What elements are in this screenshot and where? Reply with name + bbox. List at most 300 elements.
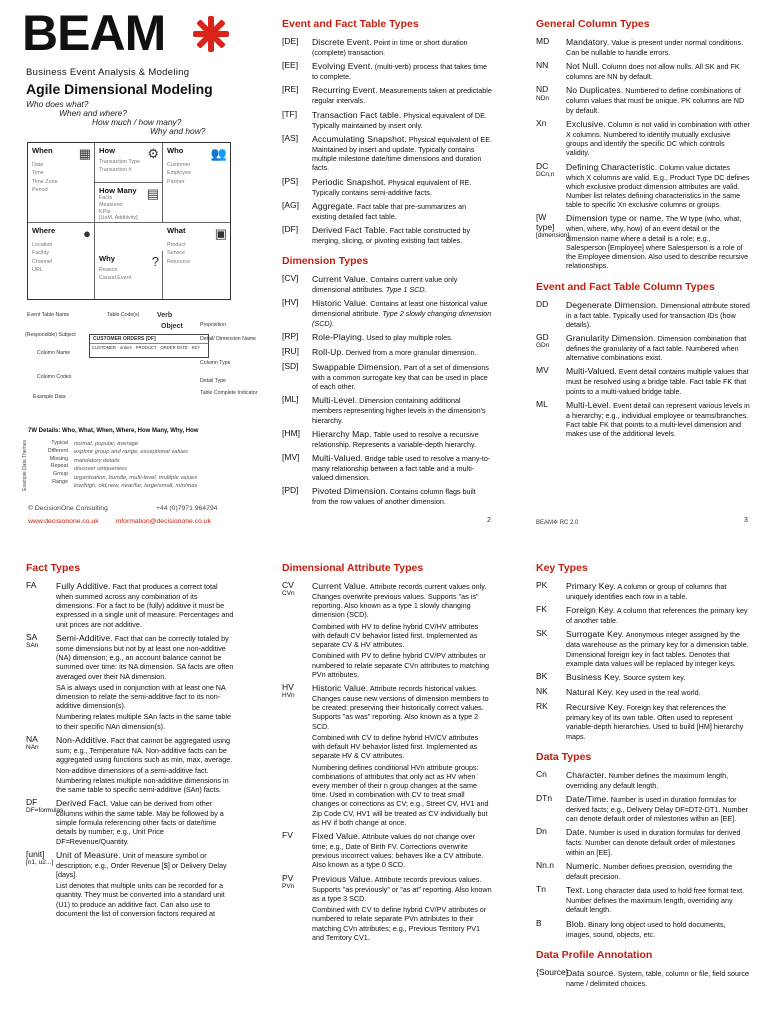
calculator-icon: ▤ — [146, 186, 159, 201]
question-3: How much / how many? — [92, 117, 182, 127]
entry-note: Combined with CV to define hybrid CV/PV attributes or numbered to relate separate PVn attributes to their matching CVn attributes; e.g., Previous Territory PV1 and Territory CV1. — [312, 905, 487, 942]
entry-text: System, table, column or file, field source name / delimited choices. — [566, 968, 749, 988]
page-2 — [282, 18, 492, 523]
section-title: Event and Fact Table Column Types — [536, 280, 715, 293]
definition-entry — [536, 687, 750, 698]
entry-name: Text. — [566, 885, 585, 896]
entry-text: Value is present under normal conditions. Can be nullable to handle errors. — [566, 38, 744, 57]
cell-item: URL — [32, 267, 43, 274]
entry-code — [536, 966, 569, 988]
code-label: [PS] — [282, 175, 299, 186]
code-label-2: DF=formulas — [26, 807, 64, 815]
diagram-label: Verb — [157, 312, 173, 319]
theme-desc: low/high, old,new, near/far, large/small, min/max — [74, 482, 198, 489]
definition-entry — [282, 225, 492, 245]
entry-text: Physical equivalent of DE. Typically maintained by insert only. — [312, 110, 487, 130]
entry-text: Column does not allow nulls. All SK and FK columns are NN by default. — [566, 62, 740, 82]
diagram-label: (Responsible) Subject — [25, 332, 76, 338]
definition-entry — [536, 366, 750, 395]
grid-cell-who — [163, 143, 230, 223]
entry-text: Value can be derived from other columns within the same table. May be followed by a simple formula referencing other facts or date/time details by number; e.g., Unit Price DF=Revenue/Quantity. — [56, 798, 224, 846]
entry-text: Used to play multiple roles. — [366, 332, 453, 342]
entry-code — [536, 119, 566, 158]
definition-entry — [536, 770, 750, 790]
code-label: [ML] — [282, 394, 299, 405]
entry-name: Historic Value. — [312, 298, 369, 309]
diagram-label: Detail Type — [200, 378, 226, 384]
entry-code — [536, 212, 570, 270]
cell-item: Period — [32, 187, 48, 194]
entry-name: Evolving Event. — [312, 61, 373, 72]
cell-item: [UoM, Additivity] — [99, 215, 138, 222]
code-label: Dn — [536, 826, 547, 837]
entry-text: Fact that cannot be aggregated using sum; e.g., Temperature NA. Non-additive facts can be aggregated using functions such as min, max, average. — [56, 735, 233, 765]
cell-item: Facility — [32, 250, 49, 257]
entry-code — [536, 827, 566, 856]
code-label: [AG] — [282, 199, 300, 210]
entry-description — [312, 225, 492, 245]
diagram-label: Table Complete Indicator — [200, 390, 258, 396]
entry-description — [312, 429, 492, 449]
entry-description — [312, 347, 492, 358]
grid-cell-what — [163, 223, 230, 299]
code-label: [TF] — [282, 108, 298, 119]
entry-name: Current Value. — [312, 274, 369, 285]
entry-text: Bridge table used to resolve a many-to-many relationship between a fact table and a multi-valued dimension. — [312, 453, 491, 483]
section-title: Data Profile Annotation — [536, 948, 653, 961]
entry-description — [566, 702, 750, 741]
example-column: ORDER DATE — [160, 345, 188, 350]
people-icon: 👥 — [210, 146, 227, 161]
cell-item: Product — [167, 242, 186, 248]
entry-description — [56, 633, 236, 731]
pin-icon: ● — [83, 226, 91, 241]
example-column: CUSTOMER — [92, 345, 116, 350]
definition-entry — [536, 333, 750, 362]
page-number: 2 — [487, 517, 491, 524]
cell-item: Employee — [167, 170, 191, 177]
diagram-label: Table Code(s) — [107, 312, 140, 318]
entry-description — [312, 683, 492, 827]
asterisk-logo-icon — [193, 16, 229, 52]
entry-text: Numbered to define combinations of column values that must be unique. PK columns are ND by default. — [566, 86, 745, 115]
theme-label: Missing — [49, 455, 68, 462]
entry-name: Transaction Fact table. — [312, 109, 402, 120]
code-label: Cn — [536, 768, 547, 779]
entry-description — [312, 201, 492, 221]
entry-text: The W type (who, what, when, where, why, how) of an event detail or the dimension name where a detail is a role; e.g., Salesperson [Employee] where Salesperson is a role of the Employee dimension. Also used to describe recursive relationships. — [566, 214, 749, 271]
email-link[interactable]: information@decisionone.co.uk — [116, 518, 211, 525]
entry-description — [566, 300, 750, 329]
entry-code — [282, 37, 312, 57]
entry-description — [56, 581, 236, 629]
entry-description — [566, 366, 750, 395]
entry-description — [566, 885, 750, 914]
entry-code — [536, 885, 566, 914]
code-label: [RU] — [282, 345, 299, 356]
entry-name: Dimension type or name. — [566, 213, 664, 224]
code-label: DF — [26, 796, 38, 807]
box-icon: ▣ — [214, 226, 227, 241]
code-label: [AS] — [282, 132, 299, 143]
entry-name: Not Null. — [566, 61, 600, 72]
cell-item: Service — [167, 250, 185, 257]
entry-text: Dimensional attribute stored in a fact table. Typically used for transaction IDs (how details). — [566, 300, 750, 329]
entry-text: Number is used in duration formulas for derived facts; e.g., Delivery Delay DF=DT2-DT1. Number can denote default order of milestones within an [EE]. — [566, 794, 748, 824]
code-label: [HV] — [282, 297, 299, 308]
entry-name: Recurring Event. — [312, 85, 378, 96]
entry-code — [282, 362, 312, 391]
gears-icon: ⚙ — [147, 146, 159, 161]
entry-text: Source system key. — [623, 673, 686, 683]
entry-name: Historic Value. — [312, 682, 369, 693]
cell-item: Location — [32, 242, 53, 248]
definition-entry — [282, 683, 492, 827]
entry-description — [312, 177, 492, 197]
entry-code — [282, 347, 312, 358]
code-label: {Source} — [536, 966, 569, 977]
code-label: [HM] — [282, 427, 300, 438]
example-column: KEY — [191, 345, 201, 350]
entry-name: Granularity Dimension. — [566, 332, 656, 343]
definition-entry — [536, 672, 750, 683]
code-label: [CV] — [282, 273, 299, 284]
entry-code — [536, 861, 566, 881]
entry-name: Surrogate Key. — [566, 629, 625, 640]
code-label: [RP] — [282, 330, 299, 341]
diagram-label: Example Data — [33, 394, 66, 400]
entry-code — [26, 581, 56, 629]
diagram-label: Column Codes — [37, 374, 72, 380]
entry-code — [282, 177, 312, 197]
entry-name: No Duplicates. — [566, 85, 624, 96]
code-label: Nn.n — [536, 859, 554, 870]
definition-entry — [282, 831, 492, 870]
example-column: PRODUCT — [135, 345, 157, 350]
code-label: FV — [282, 830, 293, 841]
copyright: © DecisionOne Consulting — [28, 505, 108, 512]
definition-entry — [26, 633, 236, 731]
entry-text: Number defines the maximum length, overriding any default length. — [566, 770, 729, 790]
definition-entry — [536, 85, 750, 114]
entry-code — [282, 395, 312, 424]
definition-entry — [536, 605, 750, 625]
entry-text: Physical equivalent of EE. Maintained by insert and update. Typically contains multiple milestone date/time dimensions and duration facts. — [312, 134, 492, 173]
entry-text: (multi-verb) process that takes time to complete. — [312, 62, 487, 82]
definition-entry — [282, 298, 492, 327]
entry-name: Character. — [566, 769, 607, 780]
entry-name: Date/Time. — [566, 793, 609, 804]
entry-note: Combined with HV to define hybrid CV/HV attributes with default CV behavior listed first. Implemented as separate CV & HV attributes. — [312, 621, 479, 650]
diagram-label: Preposition — [200, 322, 226, 328]
entry-code — [282, 429, 312, 449]
entry-code — [282, 110, 312, 130]
entry-code — [26, 796, 64, 846]
entry-text: Unit of measure symbol or description; e.g., Order Revenue [$] or Delivery Delay [days]. — [56, 850, 227, 880]
entry-description — [566, 861, 750, 881]
entry-description — [312, 134, 492, 173]
entry-code — [536, 794, 566, 823]
page-6 — [536, 562, 750, 1024]
entry-description — [566, 119, 750, 158]
code-label: HV — [282, 681, 294, 692]
entry-text: Event detail contains multiple values that must be resolved using a bridge table. Fact table FK that points to a multi-valued bridge table. — [566, 367, 749, 396]
code-label: NK — [536, 686, 548, 697]
entry-description — [566, 827, 750, 856]
definition-entry — [282, 486, 492, 506]
subtitle: Business Event Analysis & Modeling — [26, 67, 190, 78]
entry-code — [536, 300, 566, 329]
definition-entry — [536, 885, 750, 914]
definition-entry — [536, 37, 750, 57]
page-footer: BEAM✲ RC 2.0 — [536, 520, 579, 526]
cell-item: Resource — [167, 258, 191, 265]
entry-name: Fully Additive. — [56, 581, 111, 591]
definition-entry — [536, 213, 750, 270]
code-label: ML — [536, 398, 548, 409]
diagram-label: Column Type — [200, 360, 231, 366]
entry-text: Fact that can be correctly totaled by some dimensions but not by at least one non-additive (NA) dimension; e.g., an account balance cannot be summed over time: its NA dimension. SA facts are often averaged over their NA dimension. — [56, 633, 234, 681]
entry-name: Primary Key. — [566, 581, 616, 591]
entry-text: Column is not valid in combination with other X columns. Numbered to identify mutually exclusive groups and identify the specific DC which controls validity. — [566, 119, 750, 158]
code-label-2: CVn — [282, 590, 295, 598]
entry-description — [312, 581, 492, 679]
entry-code — [536, 605, 566, 625]
entry-name: Semi-Additive. — [56, 632, 113, 643]
entry-code — [282, 274, 312, 294]
entry-text: Fact table that pre-summarizes an existing detailed fact table. — [312, 201, 467, 221]
entry-description — [312, 61, 492, 81]
entry-name: Numeric. — [566, 860, 602, 871]
entry-code — [282, 453, 312, 482]
entry-code — [282, 332, 312, 343]
entry-description — [566, 605, 750, 625]
beam-logo: BEAM — [22, 5, 166, 61]
entry-description — [566, 919, 750, 939]
example-data-themes — [30, 440, 68, 487]
definition-entry — [282, 362, 492, 391]
entry-description — [566, 687, 750, 698]
entry-name: Degenerate Dimension. — [566, 299, 659, 310]
entry-name: Blob. — [566, 918, 587, 929]
example-table — [89, 334, 209, 358]
entry-description — [566, 770, 750, 790]
page-5 — [282, 562, 492, 1024]
entry-description — [566, 333, 750, 362]
entry-code — [282, 683, 312, 827]
entry-emphasis: Type 2 slowly changing dimension (SCD). — [312, 309, 492, 328]
entry-code — [536, 333, 566, 362]
example-column: orders — [119, 345, 132, 350]
entry-name: Multi-Level. — [312, 395, 358, 406]
grid-cell-where — [28, 223, 95, 299]
theme-label: Different — [47, 447, 68, 454]
code-label: Tn — [536, 884, 546, 895]
entry-description — [56, 850, 236, 918]
page-number: 3 — [744, 517, 748, 524]
entry-description — [312, 395, 492, 424]
entry-description — [312, 110, 492, 130]
definition-entry — [536, 581, 750, 601]
definition-entry — [282, 429, 492, 449]
entry-code — [282, 201, 312, 221]
entry-description — [566, 672, 750, 683]
entry-text: Point in time or short duration (complete) transaction. — [312, 38, 468, 57]
calendar-icon: ▦ — [78, 146, 91, 161]
entry-text: Attribute records historical values. Changes cause new versions of dimension members to be created: preserving their historically correct values. Supports "as was" reporting. Also known as a type 2 SCD. — [312, 683, 489, 731]
entry-name: Multi-Valued. — [566, 366, 617, 377]
entry-code — [536, 702, 566, 741]
entry-description — [312, 453, 492, 482]
code-label-2: GDn — [536, 342, 550, 350]
entry-text: Fact table constructed by merging, slicing, or pivoting existing fact tables. — [312, 225, 471, 245]
diagram-label: Detail/ Dimension Name — [200, 336, 256, 342]
entry-note: Non-additive dimensions of a semi-additive fact. Numbering relates multiple non-additive dimensions in the same table to specific semi-additive (SAn) facts. — [56, 766, 229, 794]
definition-entry — [282, 110, 492, 130]
question-icon: ? — [151, 254, 159, 269]
grid-cell-how-many — [95, 183, 163, 223]
code-label: Xn — [536, 117, 547, 128]
code-label: ND — [536, 84, 549, 95]
theme-label: Repeat — [50, 463, 68, 470]
entry-name: Mandatory. — [566, 37, 610, 47]
definition-entry — [282, 395, 492, 424]
entry-description — [312, 298, 492, 327]
code-label: [MV] — [282, 451, 300, 462]
definition-entry — [282, 332, 492, 343]
entry-name: Aggregate. — [312, 200, 356, 211]
entry-text: Derived from a more granular dimension. — [345, 347, 477, 357]
entry-text: Anonymous integer assigned by the data warehouse as the primary key for a dimension table. Dimensional foreign key in fact tables. Denotes that example data values will be replaced by integer keys. — [566, 630, 749, 668]
theme-desc: organisation, bundle, multi-level, multiple values — [74, 474, 198, 481]
entry-emphasis: Type 1 SCD. — [385, 285, 427, 295]
cell-item: Partner — [167, 178, 185, 185]
definition-entry — [536, 968, 750, 988]
code-label: [EE] — [282, 60, 299, 71]
entry-description — [312, 37, 492, 57]
code-label: SK — [536, 628, 548, 639]
definition-entry — [282, 453, 492, 482]
entry-note: Combined with PV to define hybrid CV/PV attributes or numbered to relate separate CVn attributes to matching PVn attributes. — [312, 651, 489, 679]
entry-code — [536, 37, 566, 57]
page-4 — [26, 562, 236, 1024]
entry-name: Multi-Level. — [566, 399, 612, 410]
cell-title: How — [99, 146, 116, 155]
entry-description — [566, 162, 750, 210]
entry-text: Attribute values do not change over time; e.g., Date of Birth FV. Corrections overwrite previous incorrect values: behaves like a CV attribute. Also known as a type 0 SCD. — [312, 832, 484, 870]
entry-text: Attribute records current values only. Changes overwrite previous values. Supports "as is" reporting. Also known as a type 1 slowly changing dimension (SCD). — [312, 582, 487, 620]
cell-item: Measures — [99, 201, 123, 208]
entry-code — [536, 770, 566, 790]
definition-entry — [282, 201, 492, 221]
entry-description — [566, 629, 750, 668]
entry-code — [282, 225, 312, 245]
entry-name: Previous Value. — [312, 873, 374, 884]
definition-entry — [536, 300, 750, 329]
entry-description — [312, 332, 492, 343]
entry-description — [312, 274, 492, 294]
page-3 — [536, 18, 750, 523]
entry-description — [312, 831, 492, 870]
code-label: NA — [26, 733, 38, 744]
definition-entry — [26, 798, 236, 846]
code-label: [unit] — [26, 848, 45, 859]
definition-entry — [26, 850, 236, 918]
entry-name: Unit of Measure. — [56, 849, 121, 860]
question-2: When and where? — [59, 108, 127, 118]
diagram-label: Object — [161, 323, 183, 330]
entry-note: SA is always used in conjunction with at least one NA dimension to relate the semi-additive fact to its non-additive dimension(s). — [56, 682, 226, 711]
code-label: [W type] — [536, 212, 555, 232]
definition-entry — [536, 827, 750, 856]
entry-text: Physical equivalent of RE. Typically contains semi-additive facts. — [312, 177, 472, 197]
code-label-2: [dimension] — [536, 232, 570, 240]
entry-code — [536, 400, 566, 439]
code-label: CV — [282, 580, 294, 590]
code-label: FK — [536, 604, 547, 615]
entry-code — [282, 298, 312, 327]
entry-name: Recursive Key. — [566, 702, 625, 713]
entry-text: Event detail can represent various levels in a hierarchy; e.g., individual employee or teams/branches. Fact table FK that points to a multi-level dimension and makes use of the additional levels. — [566, 400, 750, 439]
entry-text: Contains current value only dimensional attributes. — [312, 275, 458, 295]
code-label: PK — [536, 580, 548, 590]
diagram-label: Event Table Name — [27, 312, 70, 318]
definition-entry — [282, 347, 492, 358]
entry-name: Defining Characteristic. — [566, 161, 658, 172]
entry-text: Attribute records previous values. Supports "as previously" or "as at" reporting. Also known as a type 3 SCD. — [312, 874, 492, 903]
7w-details: 7W Details: Who, What, When, Where, How Many, Why, How — [28, 428, 199, 434]
code-label-2: NDn — [536, 94, 550, 102]
cover-panel — [0, 0, 258, 525]
entry-name: Business Key. — [566, 672, 622, 683]
code-label: NN — [536, 60, 549, 71]
grid-cell-how — [95, 143, 163, 183]
cell-item: KPIs — [99, 208, 111, 215]
7w-grid — [27, 142, 231, 300]
entry-code — [282, 134, 312, 173]
cell-item: Channel — [32, 258, 53, 265]
code-label: [DE] — [282, 36, 299, 46]
entry-name: Natural Key. — [566, 687, 614, 698]
entry-code — [536, 61, 566, 81]
section-title: Fact Types — [26, 562, 81, 574]
theme-desc: mandatory details — [74, 457, 120, 464]
definition-entry — [536, 162, 750, 210]
question-4: Why and how? — [150, 126, 206, 136]
entry-text: Foreign key that references the primary key of its own table. Often used to represent variable-depth hierarchies. Used to build [HM] hierarchy maps. — [566, 703, 744, 741]
definition-entry — [536, 861, 750, 881]
entry-name: Pivoted Dimension. — [312, 486, 388, 497]
entry-text: A column that references the primary key of another table. — [566, 606, 748, 626]
question-1: Who does what? — [26, 99, 89, 109]
website-link[interactable]: www.decisionone.co.uk — [28, 518, 99, 525]
cell-title: What — [167, 226, 186, 235]
entry-code — [536, 581, 566, 601]
code-label: BK — [536, 671, 548, 682]
entry-name: Fixed Value. — [312, 831, 361, 842]
code-label-2: PVn — [282, 883, 295, 891]
cell-title: Why — [99, 254, 116, 263]
definition-entry — [536, 629, 750, 668]
entry-name: Exclusive. — [566, 118, 606, 129]
definition-entry — [282, 85, 492, 105]
entry-description — [312, 486, 492, 506]
entry-name: Swappable Dimension. — [312, 361, 402, 372]
entry-name: Data source. — [566, 967, 616, 978]
definition-entry — [282, 581, 492, 679]
phone: +44 (0)7971 964794 — [156, 505, 218, 512]
entry-description — [566, 968, 750, 988]
